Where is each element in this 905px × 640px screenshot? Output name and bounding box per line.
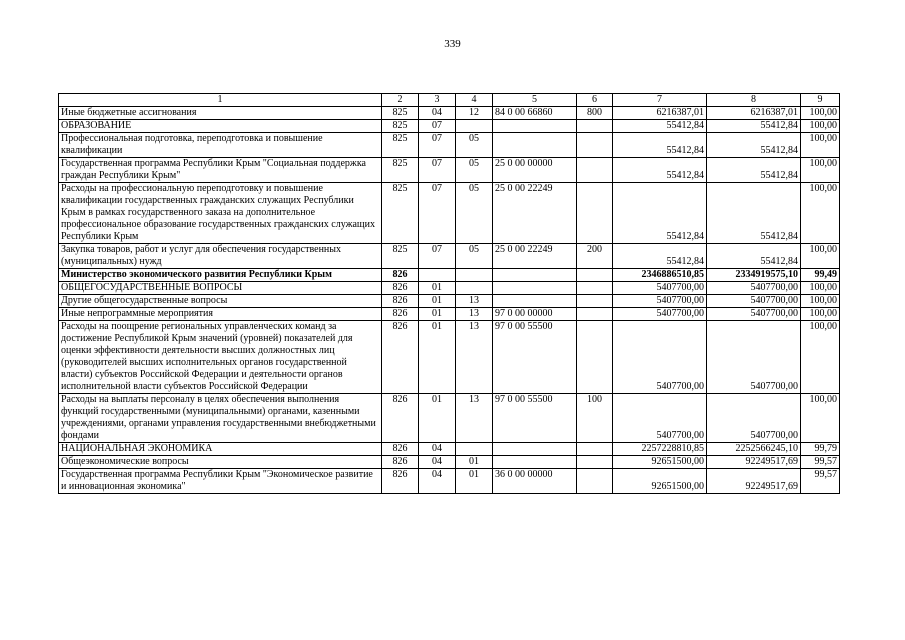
row-percent-cell: 100,00: [801, 295, 840, 308]
row-planned-amount-cell: 5407700,00: [613, 282, 707, 295]
row-subsection-cell: 05: [456, 133, 493, 158]
row-grbs-cell: 826: [382, 394, 419, 443]
row-expense-type-cell: [577, 282, 613, 295]
row-actual-amount-cell: 55412,84: [707, 120, 801, 133]
row-percent-cell: 100,00: [801, 394, 840, 443]
table-row: [59, 443, 840, 456]
row-section-cell: 07: [419, 183, 456, 244]
row-subsection-cell: 01: [456, 469, 493, 494]
table-row: [59, 183, 840, 244]
row-percent-cell: 100,00: [801, 282, 840, 295]
row-name-cell: ОБРАЗОВАНИЕ: [59, 120, 382, 133]
row-target-article-cell: 97 0 00 00000: [493, 308, 577, 321]
table-row: [59, 120, 840, 133]
row-subsection-cell: 05: [456, 183, 493, 244]
row-planned-amount-cell: 55412,84: [613, 158, 707, 183]
row-expense-type-cell: [577, 158, 613, 183]
row-subsection-cell: [456, 282, 493, 295]
row-section-cell: 07: [419, 158, 456, 183]
row-target-article-cell: [493, 456, 577, 469]
row-actual-amount-cell: 55412,84: [707, 244, 801, 269]
table-row: [59, 295, 840, 308]
row-name-cell: Другие общегосударственные вопросы: [59, 295, 382, 308]
row-planned-amount-cell: 55412,84: [613, 133, 707, 158]
header-cell: 5: [493, 94, 577, 107]
row-grbs-cell: 826: [382, 269, 419, 282]
row-section-cell: 04: [419, 456, 456, 469]
row-target-article-cell: 84 0 00 66860: [493, 107, 577, 120]
row-subsection-cell: [456, 443, 493, 456]
budget-table: [58, 93, 840, 494]
row-planned-amount-cell: 5407700,00: [613, 394, 707, 443]
row-target-article-cell: [493, 269, 577, 282]
row-expense-type-cell: [577, 443, 613, 456]
row-target-article-cell: [493, 282, 577, 295]
row-percent-cell: 100,00: [801, 308, 840, 321]
row-subsection-cell: 13: [456, 321, 493, 394]
row-actual-amount-cell: 5407700,00: [707, 394, 801, 443]
row-actual-amount-cell: 55412,84: [707, 183, 801, 244]
row-planned-amount-cell: 5407700,00: [613, 308, 707, 321]
header-cell: 3: [419, 94, 456, 107]
row-section-cell: 07: [419, 133, 456, 158]
row-subsection-cell: [456, 120, 493, 133]
table-row: [59, 269, 840, 282]
row-target-article-cell: [493, 120, 577, 133]
row-expense-type-cell: 100: [577, 394, 613, 443]
row-target-article-cell: 25 0 00 22249: [493, 244, 577, 269]
row-subsection-cell: 12: [456, 107, 493, 120]
row-grbs-cell: 826: [382, 282, 419, 295]
table-row: [59, 394, 840, 443]
row-target-article-cell: 36 0 00 00000: [493, 469, 577, 494]
row-grbs-cell: 826: [382, 295, 419, 308]
row-name-cell: Государственная программа Республики Крым "Экономическое развитие и инновационная экономика": [59, 469, 382, 494]
row-planned-amount-cell: 55412,84: [613, 244, 707, 269]
row-target-article-cell: [493, 133, 577, 158]
row-subsection-cell: 05: [456, 244, 493, 269]
row-percent-cell: 100,00: [801, 244, 840, 269]
row-section-cell: 01: [419, 282, 456, 295]
row-name-cell: Профессиональная подготовка, переподготовка и повышение квалификации: [59, 133, 382, 158]
row-grbs-cell: 826: [382, 456, 419, 469]
row-section-cell: 01: [419, 308, 456, 321]
header-cell: 9: [801, 94, 840, 107]
row-planned-amount-cell: 2346886510,85: [613, 269, 707, 282]
row-expense-type-cell: [577, 120, 613, 133]
row-expense-type-cell: [577, 269, 613, 282]
table-row: [59, 456, 840, 469]
row-actual-amount-cell: 55412,84: [707, 133, 801, 158]
row-planned-amount-cell: 55412,84: [613, 120, 707, 133]
row-name-cell: НАЦИОНАЛЬНАЯ ЭКОНОМИКА: [59, 443, 382, 456]
row-grbs-cell: 825: [382, 183, 419, 244]
row-actual-amount-cell: 2334919575,10: [707, 269, 801, 282]
row-planned-amount-cell: 6216387,01: [613, 107, 707, 120]
row-percent-cell: 100,00: [801, 107, 840, 120]
row-percent-cell: 99,57: [801, 456, 840, 469]
row-section-cell: 07: [419, 120, 456, 133]
row-section-cell: 07: [419, 244, 456, 269]
row-name-cell: Расходы на выплаты персоналу в целях обеспечения выполнения функций государственными (муниципальными) органами, казенными учреждениями, органами управления государственными внебюджетными фондами: [59, 394, 382, 443]
row-percent-cell: 100,00: [801, 133, 840, 158]
table-row: [59, 133, 840, 158]
row-grbs-cell: 826: [382, 443, 419, 456]
page-number: 339: [444, 38, 461, 50]
table-header-row: [59, 94, 840, 107]
row-actual-amount-cell: 92249517,69: [707, 469, 801, 494]
row-expense-type-cell: [577, 183, 613, 244]
row-subsection-cell: 01: [456, 456, 493, 469]
header-cell: 8: [707, 94, 801, 107]
row-section-cell: [419, 269, 456, 282]
row-name-cell: Иные бюджетные ассигнования: [59, 107, 382, 120]
table-row: [59, 282, 840, 295]
row-subsection-cell: [456, 269, 493, 282]
table-row: [59, 308, 840, 321]
row-percent-cell: 100,00: [801, 120, 840, 133]
row-percent-cell: 99,49: [801, 269, 840, 282]
row-section-cell: 04: [419, 443, 456, 456]
header-cell: 2: [382, 94, 419, 107]
row-percent-cell: 99,57: [801, 469, 840, 494]
row-planned-amount-cell: 92651500,00: [613, 469, 707, 494]
row-target-article-cell: 25 0 00 00000: [493, 158, 577, 183]
row-actual-amount-cell: 2252566245,10: [707, 443, 801, 456]
row-name-cell: Министерство экономического развития Республики Крым: [59, 269, 382, 282]
row-grbs-cell: 825: [382, 107, 419, 120]
row-target-article-cell: [493, 443, 577, 456]
row-percent-cell: 99,79: [801, 443, 840, 456]
table-row: [59, 321, 840, 394]
row-planned-amount-cell: 55412,84: [613, 183, 707, 244]
row-expense-type-cell: [577, 456, 613, 469]
row-name-cell: Расходы на поощрение региональных управленческих команд за достижение Республикой Крым значений (уровней) показателей для оценки эффективности деятельности высших должностных лиц (руководителей высших исполнительных органов государственной власти) субъектов Российской Федерации и деятельности органов исполнительной власти субъектов Российской Федерации: [59, 321, 382, 394]
row-subsection-cell: 13: [456, 308, 493, 321]
row-planned-amount-cell: 5407700,00: [613, 321, 707, 394]
row-name-cell: Расходы на профессиональную переподготовку и повышение квалификации государственных гражданских служащих Республики Крым в рамках государственного заказа на дополнительное профессиональное образование государственных гражданских служащих Республики Крым: [59, 183, 382, 244]
row-name-cell: Иные непрограммные мероприятия: [59, 308, 382, 321]
row-target-article-cell: 25 0 00 22249: [493, 183, 577, 244]
row-actual-amount-cell: 5407700,00: [707, 308, 801, 321]
row-expense-type-cell: [577, 321, 613, 394]
row-planned-amount-cell: 2257228810,85: [613, 443, 707, 456]
row-grbs-cell: 825: [382, 120, 419, 133]
row-subsection-cell: 05: [456, 158, 493, 183]
row-expense-type-cell: [577, 295, 613, 308]
row-actual-amount-cell: 6216387,01: [707, 107, 801, 120]
row-section-cell: 04: [419, 469, 456, 494]
header-cell: 1: [59, 94, 382, 107]
row-target-article-cell: 97 0 00 55500: [493, 321, 577, 394]
row-percent-cell: 100,00: [801, 183, 840, 244]
row-grbs-cell: 825: [382, 158, 419, 183]
row-subsection-cell: 13: [456, 394, 493, 443]
row-grbs-cell: 825: [382, 244, 419, 269]
row-section-cell: 01: [419, 321, 456, 394]
table-row: [59, 244, 840, 269]
row-planned-amount-cell: 5407700,00: [613, 295, 707, 308]
row-actual-amount-cell: 5407700,00: [707, 321, 801, 394]
row-section-cell: 04: [419, 107, 456, 120]
row-name-cell: Общеэкономические вопросы: [59, 456, 382, 469]
header-cell: 6: [577, 94, 613, 107]
row-name-cell: Закупка товаров, работ и услуг для обеспечения государственных (муниципальных) нужд: [59, 244, 382, 269]
row-grbs-cell: 826: [382, 308, 419, 321]
row-expense-type-cell: [577, 469, 613, 494]
row-expense-type-cell: [577, 308, 613, 321]
header-cell: 7: [613, 94, 707, 107]
row-percent-cell: 100,00: [801, 158, 840, 183]
table-row: [59, 158, 840, 183]
row-actual-amount-cell: 5407700,00: [707, 295, 801, 308]
header-cell: 4: [456, 94, 493, 107]
row-name-cell: ОБЩЕГОСУДАРСТВЕННЫЕ ВОПРОСЫ: [59, 282, 382, 295]
row-target-article-cell: 97 0 00 55500: [493, 394, 577, 443]
row-actual-amount-cell: 5407700,00: [707, 282, 801, 295]
row-section-cell: 01: [419, 394, 456, 443]
row-actual-amount-cell: 55412,84: [707, 158, 801, 183]
row-subsection-cell: 13: [456, 295, 493, 308]
row-percent-cell: 100,00: [801, 321, 840, 394]
row-grbs-cell: 826: [382, 321, 419, 394]
row-name-cell: Государственная программа Республики Крым "Социальная поддержка граждан Республики Крым": [59, 158, 382, 183]
table-row: [59, 469, 840, 494]
row-expense-type-cell: 800: [577, 107, 613, 120]
table-row: [59, 107, 840, 120]
row-planned-amount-cell: 92651500,00: [613, 456, 707, 469]
row-grbs-cell: 826: [382, 469, 419, 494]
row-expense-type-cell: 200: [577, 244, 613, 269]
row-expense-type-cell: [577, 133, 613, 158]
row-target-article-cell: [493, 295, 577, 308]
row-section-cell: 01: [419, 295, 456, 308]
row-grbs-cell: 825: [382, 133, 419, 158]
row-actual-amount-cell: 92249517,69: [707, 456, 801, 469]
